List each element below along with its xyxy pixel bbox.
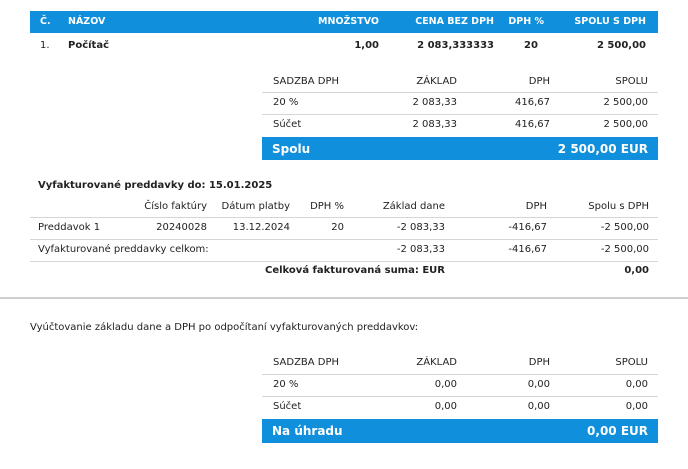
adv-header-invoice: Číslo faktúry xyxy=(144,201,207,212)
adv-row-date: 13.12.2024 xyxy=(232,222,290,233)
col-header-no: Č. xyxy=(40,16,51,27)
divider xyxy=(30,217,658,218)
set-row-vat: 0,00 xyxy=(527,379,550,390)
adv-sum-base: -2 083,33 xyxy=(396,244,445,255)
set-header-rate: SADZBA DPH xyxy=(273,357,340,368)
set-header-total: SPOLU xyxy=(615,357,648,368)
vat-header-vat: DPH xyxy=(528,76,550,87)
adv-row-invoice: 20240028 xyxy=(156,222,207,233)
total-value: 2 500,00 EUR xyxy=(557,142,648,156)
set-row-rate: 20 % xyxy=(273,379,299,390)
vat-row-vat: 416,67 xyxy=(515,97,550,108)
item-vat-pct: 20 xyxy=(524,40,538,51)
set-header-vat: DPH xyxy=(528,357,550,368)
divider xyxy=(262,114,658,115)
set-sum-total: 0,00 xyxy=(625,401,648,412)
adv-sum-vat: -416,67 xyxy=(508,244,547,255)
adv-sum-label: Vyfakturované preddavky celkom: xyxy=(38,244,209,255)
adv-row-base: -2 083,33 xyxy=(396,222,445,233)
section-separator xyxy=(0,297,688,299)
set-row-base: 0,00 xyxy=(434,379,457,390)
vat-sum-label: Súčet xyxy=(273,119,302,130)
vat-row-base: 2 083,33 xyxy=(412,97,457,108)
divider xyxy=(30,261,658,262)
adv-header-vat: DPH xyxy=(525,201,547,212)
adv-sum-total: -2 500,00 xyxy=(600,244,649,255)
col-header-qty: MNOŽSTVO xyxy=(318,16,379,27)
adv-header-base: Základ dane xyxy=(382,201,445,212)
col-header-vat-pct: DPH % xyxy=(508,16,544,27)
vat-row-total: 2 500,00 xyxy=(603,97,648,108)
adv-row-vat-pct: 20 xyxy=(331,222,344,233)
grand-total-value: 0,00 xyxy=(624,265,649,276)
adv-header-total: Spolu s DPH xyxy=(588,201,649,212)
item-no: 1. xyxy=(40,40,50,51)
set-sum-label: Súčet xyxy=(273,401,302,412)
vat-row-rate: 20 % xyxy=(273,97,299,108)
item-qty: 1,00 xyxy=(354,40,379,51)
advances-title: Vyfakturované preddavky do: 15.01.2025 xyxy=(38,180,273,191)
col-header-name: NÁZOV xyxy=(68,16,106,27)
set-row-total: 0,00 xyxy=(625,379,648,390)
vat-sum-total: 2 500,00 xyxy=(603,119,648,130)
vat-header-base: ZÁKLAD xyxy=(416,76,457,87)
set-sum-vat: 0,00 xyxy=(527,401,550,412)
item-name: Počítač xyxy=(68,40,110,51)
items-header-bar xyxy=(30,11,658,33)
total-label: Spolu xyxy=(272,142,311,156)
divider xyxy=(262,396,658,397)
settlement-intro: Vyúčtovanie základu dane a DPH po odpočítaní vyfakturovaných preddavkov: xyxy=(30,322,419,333)
adv-header-date: Dátum platby xyxy=(221,201,290,212)
col-header-price: CENA BEZ DPH xyxy=(415,16,494,27)
adv-header-vat-pct: DPH % xyxy=(310,201,344,212)
grand-total-label: Celková fakturovaná suma: EUR xyxy=(265,265,445,276)
divider xyxy=(262,92,658,93)
adv-row-name: Preddavok 1 xyxy=(38,222,101,233)
adv-row-vat: -416,67 xyxy=(508,222,547,233)
item-total: 2 500,00 xyxy=(596,40,646,51)
vat-sum-base: 2 083,33 xyxy=(412,119,457,130)
to-pay-bar xyxy=(262,419,658,443)
total-bar xyxy=(262,137,658,160)
set-header-base: ZÁKLAD xyxy=(416,357,457,368)
divider xyxy=(262,374,658,375)
set-sum-base: 0,00 xyxy=(434,401,457,412)
divider xyxy=(30,239,658,240)
item-price: 2 083,333333 xyxy=(417,40,494,51)
vat-header-total: SPOLU xyxy=(615,76,648,87)
to-pay-label: Na úhradu xyxy=(272,424,343,438)
adv-row-total: -2 500,00 xyxy=(600,222,649,233)
to-pay-value: 0,00 EUR xyxy=(587,424,648,438)
vat-header-rate: SADZBA DPH xyxy=(273,76,340,87)
col-header-total: SPOLU S DPH xyxy=(574,16,646,27)
vat-sum-vat: 416,67 xyxy=(515,119,550,130)
